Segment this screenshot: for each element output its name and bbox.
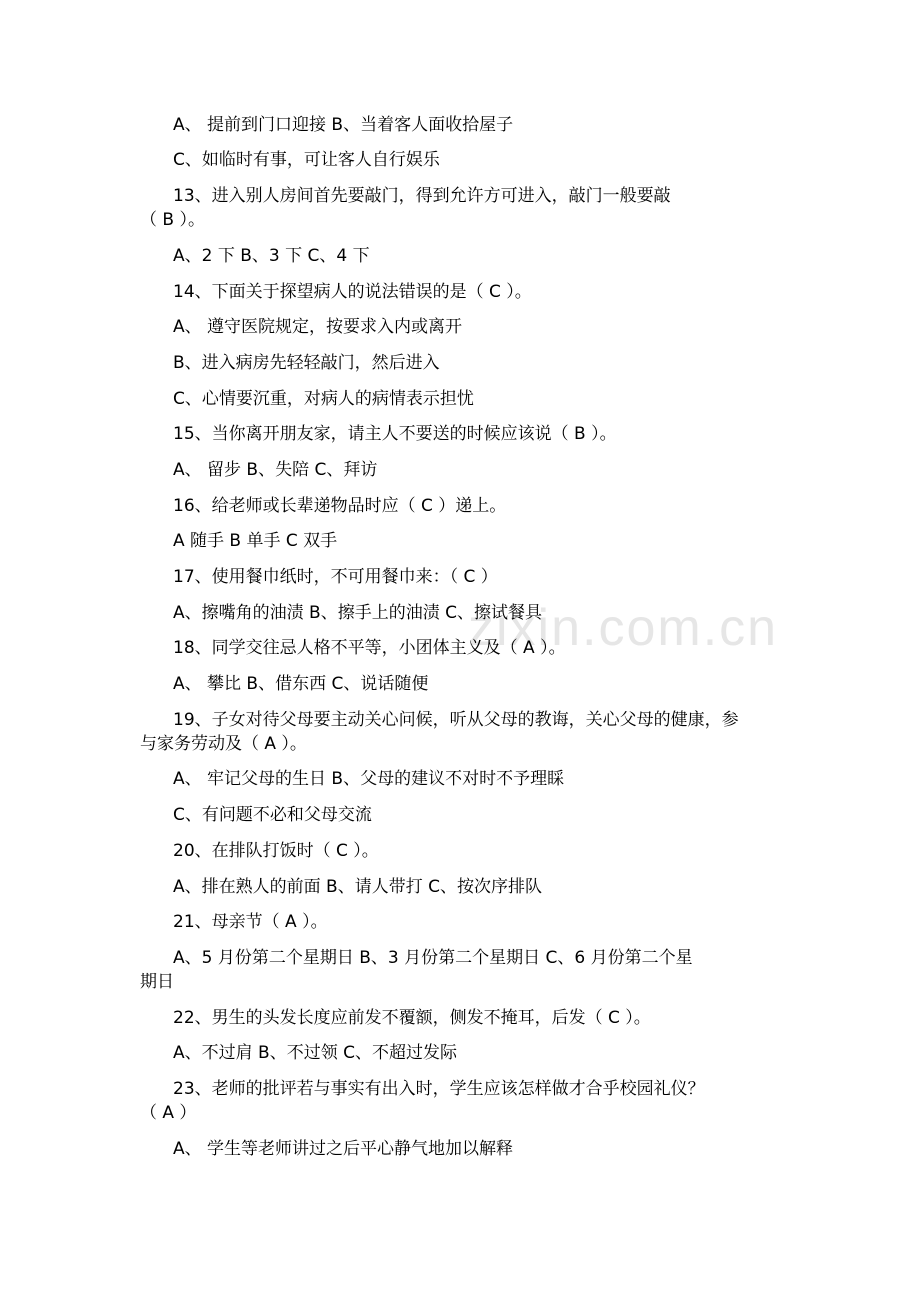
option-line-continued: 期日 bbox=[140, 972, 174, 992]
option-line: A、不过肩 B、不过领 C、不超过发际 bbox=[173, 1043, 457, 1063]
option-line: A、擦嘴角的油渍 B、擦手上的油渍 C、擦试餐具 bbox=[173, 603, 542, 623]
option-line: A、排在熟人的前面 B、请人带打 C、按次序排队 bbox=[173, 877, 542, 897]
option-line: A、 遵守医院规定，按要求入内或离开 bbox=[173, 317, 463, 337]
question-19-continued: 与家务劳动及（ A ）。 bbox=[140, 734, 307, 754]
option-line: C、有问题不必和父母交流 bbox=[173, 805, 372, 825]
option-line: A、 留步 B、失陪 C、拜访 bbox=[173, 460, 378, 480]
question-15: 15、当你离开朋友家，请主人不要送的时候应该说（ B ）。 bbox=[173, 424, 617, 444]
question-23-answer: （ A ） bbox=[140, 1103, 197, 1123]
option-line: C、如临时有事，可让客人自行娱乐 bbox=[173, 150, 440, 170]
option-line: A、2 下 B、3 下 C、4 下 bbox=[173, 246, 370, 266]
option-line: B、进入病房先轻轻敲门，然后进入 bbox=[173, 353, 440, 373]
option-line: A、 学生等老师讲过之后平心静气地加以解释 bbox=[173, 1139, 514, 1159]
question-16: 16、给老师或长辈递物品时应（ C ）递上。 bbox=[173, 496, 507, 516]
option-line: A 随手 B 单手 C 双手 bbox=[173, 531, 338, 551]
question-23: 23、老师的批评若与事实有出入时，学生应该怎样做才合乎校园礼仪？ bbox=[173, 1079, 705, 1099]
watermark: zixin.com.cn bbox=[468, 599, 779, 657]
question-14: 14、下面关于探望病人的说法错误的是（ C ）。 bbox=[173, 282, 532, 302]
question-17: 17、使用餐巾纸时，不可用餐巾来：（ C ） bbox=[173, 567, 498, 587]
option-line: A、 牢记父母的生日 B、父母的建议不对时不予理睬 bbox=[173, 769, 565, 789]
question-18: 18、同学交往忌人格不平等，小团体主义及（ A ）。 bbox=[173, 638, 566, 658]
option-line: C、心情要沉重，对病人的病情表示担忧 bbox=[173, 389, 474, 409]
question-13: 13、进入别人房间首先要敲门，得到允许方可进入，敲门一般要敲 bbox=[173, 186, 671, 206]
option-line: A、 攀比 B、借东西 C、说话随便 bbox=[173, 674, 429, 694]
option-line: A、 提前到门口迎接 B、当着客人面收拾屋子 bbox=[173, 115, 514, 135]
question-22: 22、男生的头发长度应前发不覆额，侧发不掩耳，后发（ C ）。 bbox=[173, 1008, 651, 1028]
option-line: A、5 月份第二个星期日 B、3 月份第二个星期日 C、6 月份第二个星 bbox=[173, 948, 693, 968]
question-13-answer: （ B ）。 bbox=[140, 210, 205, 230]
question-20: 20、在排队打饭时（ C ）。 bbox=[173, 841, 379, 861]
question-21: 21、母亲节（ A ）。 bbox=[173, 912, 328, 932]
question-19: 19、子女对待父母要主动关心问候，听从父母的教诲，关心父母的健康，参 bbox=[173, 710, 739, 730]
